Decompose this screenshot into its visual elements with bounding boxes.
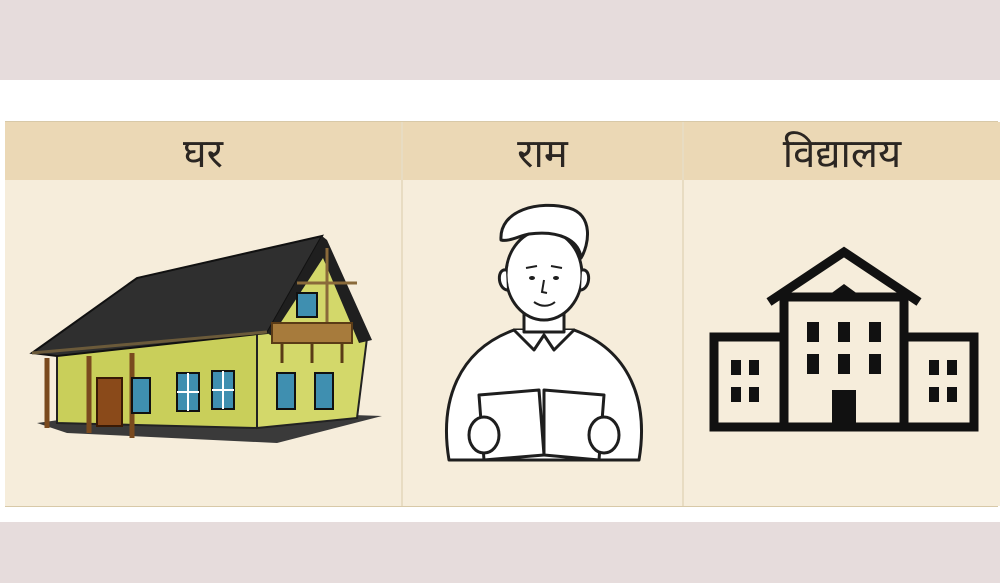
column-ram xyxy=(401,122,682,506)
school-building-icon xyxy=(704,242,984,432)
boy-reading-book-icon xyxy=(429,200,659,470)
column-vidyalaya xyxy=(682,122,1000,506)
vocabulary-table xyxy=(5,121,998,507)
column-header-ram: राम xyxy=(403,122,682,180)
cell-ghar-image xyxy=(5,180,401,506)
column-header-vidyalaya: विद्यालय xyxy=(684,122,1000,180)
cell-ram-image xyxy=(403,180,682,506)
house-icon xyxy=(27,228,387,448)
column-header-ghar: घर xyxy=(5,122,401,180)
column-ghar xyxy=(5,122,401,506)
cell-vidyalaya-image xyxy=(684,180,1000,506)
